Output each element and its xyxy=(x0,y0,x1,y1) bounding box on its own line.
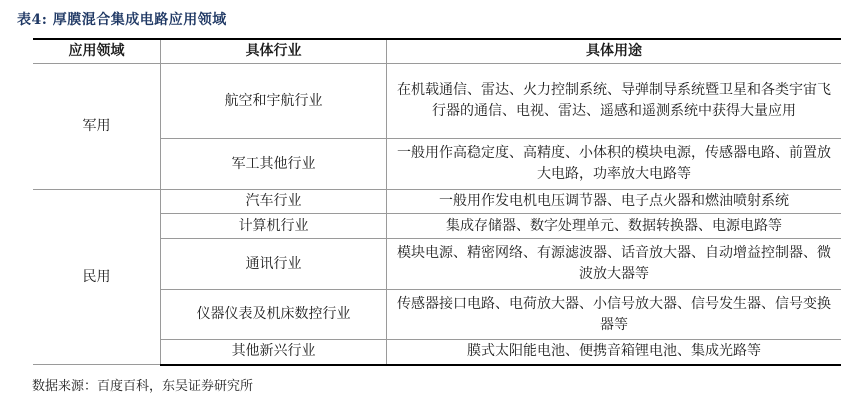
use-cell: 集成存储器、数字处理单元、数据转换器、电源电路等 xyxy=(387,214,841,239)
use-cell: 一般用作发电机电压调节器、电子点火器和燃油喷射系统 xyxy=(387,190,841,214)
application-table xyxy=(33,38,841,366)
domain-cell-military: 军用 xyxy=(33,64,161,190)
industry-cell: 其他新兴行业 xyxy=(161,340,387,365)
industry-cell: 通讯行业 xyxy=(161,239,387,290)
industry-cell: 仪器仪表及机床数控行业 xyxy=(161,290,387,340)
header-industry: 具体行业 xyxy=(161,39,387,64)
table-header-row xyxy=(33,39,841,64)
use-cell: 膜式太阳能电池、便携音箱锂电池、集成光路等 xyxy=(387,340,841,365)
industry-cell: 计算机行业 xyxy=(161,214,387,239)
header-use: 具体用途 xyxy=(387,39,841,64)
use-cell: 模块电源、精密网络、有源滤波器、话音放大器、自动增益控制器、微波放大器等 xyxy=(387,239,841,290)
table-row xyxy=(33,64,841,139)
use-cell: 传感器接口电路、电荷放大器、小信号放大器、信号发生器、信号变换器等 xyxy=(387,290,841,340)
header-domain: 应用领域 xyxy=(33,39,161,64)
data-source-note: 数据来源：百度百科，东吴证券研究所 xyxy=(32,379,254,394)
use-cell: 在机载通信、雷达、火力控制系统、导弹制导系统暨卫星和各类宇宙飞行器的通信、电视、雷达、遥感和遥测系统中获得大量应用 xyxy=(387,64,841,139)
industry-cell: 军工其他行业 xyxy=(161,139,387,190)
table-row xyxy=(33,190,841,214)
table-title: 表4: 厚膜混合集成电路应用领域 xyxy=(17,12,227,28)
industry-cell: 汽车行业 xyxy=(161,190,387,214)
use-cell: 一般用作高稳定度、高精度、小体积的模块电源，传感器电路、前置放大电路，功率放大电路等 xyxy=(387,139,841,190)
domain-cell-civil: 民用 xyxy=(33,190,161,365)
industry-cell: 航空和宇航行业 xyxy=(161,64,387,139)
